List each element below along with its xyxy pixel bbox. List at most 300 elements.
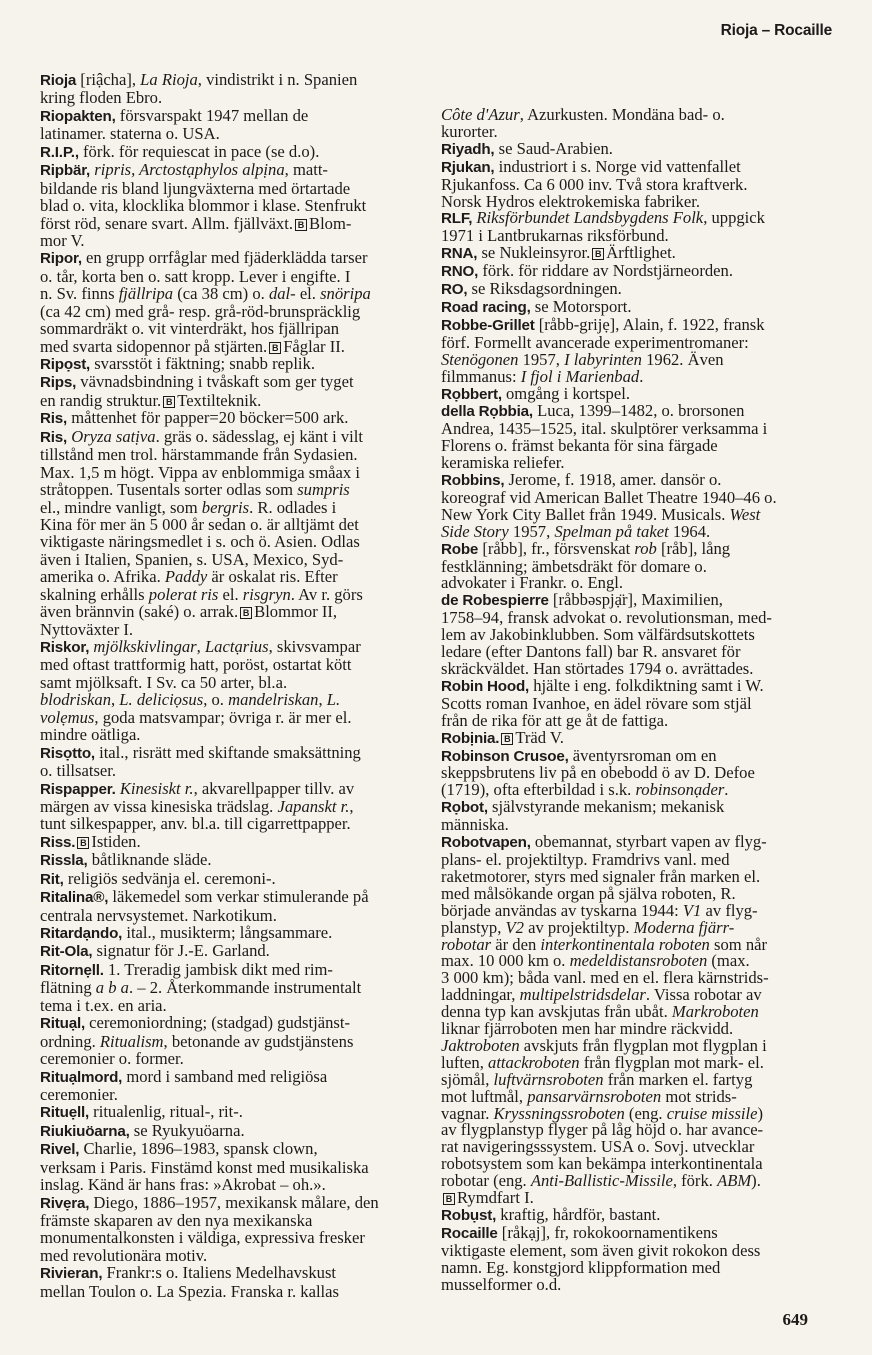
text-line <box>40 249 379 267</box>
entry-headword: de Robespierre <box>441 592 549 610</box>
entry-text: , betonande av gudstjänstens <box>163 1031 354 1051</box>
entry-text: måttenhet för papper=20 böcker=500 ark. <box>67 408 349 428</box>
entry-text: , <box>111 690 120 710</box>
text-line <box>40 1068 379 1086</box>
entry-text: robotar (eng. <box>441 1171 531 1191</box>
entry-text: n. Sv. finns <box>40 284 119 304</box>
text-line <box>40 338 379 355</box>
entry-text: ceremonier. <box>40 1084 118 1104</box>
entry-text: förk. för riddare av Nordstjärneorden. <box>478 261 733 281</box>
entry-text: (max. <box>707 951 750 971</box>
entry-headword: Rivẹra, <box>40 1194 90 1212</box>
italic-term: I labyrinten <box>564 349 642 369</box>
text-line <box>40 586 379 603</box>
entry-text: ceremoniordning; (stadgad) gudstjänst- <box>85 1013 350 1033</box>
entry-text: , matt- <box>284 160 328 180</box>
entry-headword: Riukiuöarna, <box>40 1122 130 1140</box>
italic-term: robinsonạder <box>635 780 725 800</box>
text-line <box>40 762 379 779</box>
entry-text: [råb], lång <box>656 538 731 558</box>
text-line <box>40 551 379 568</box>
entry-text: 1758–94, fransk advokat o. revolutionsman, med- <box>441 608 772 628</box>
text-line <box>40 71 379 89</box>
entry-headword: Riskor, <box>40 639 90 656</box>
entry-headword: RNO, <box>441 263 479 281</box>
text-line <box>40 89 379 106</box>
entry-text: svarsstöt i fäktning; snabb replik. <box>90 354 315 373</box>
entry-text: el. <box>218 584 243 604</box>
entry-headword: Rioja <box>40 72 77 89</box>
text-line <box>441 1274 777 1294</box>
entry-text: 1964. <box>668 521 711 541</box>
text-line <box>40 303 379 320</box>
entry-text: (eng. <box>624 1103 667 1123</box>
italic-term: La Rioja <box>140 70 198 89</box>
entry-text: (ca 38 cm) o. <box>173 284 269 304</box>
entry-text: namn. Eg. konstgjord klippformation med <box>441 1257 721 1277</box>
entry-text: musselformer o.d. <box>441 1274 562 1294</box>
entry-text: . <box>724 780 729 800</box>
entry-text: av flyg- <box>701 900 758 920</box>
entry-text: samt mjölksaft. I Sv. ca 50 arter, bl.a. <box>40 672 288 692</box>
italic-term: sumpris <box>297 480 350 500</box>
entry-text: el. <box>295 284 321 304</box>
italic-term: multipelstridsdelar <box>519 985 646 1005</box>
entry-text: latinamer. staterna o. USA. <box>40 124 220 144</box>
entry-headword: Riss. <box>40 833 76 851</box>
text-line <box>40 1140 379 1158</box>
italic-term: medeldistansroboten <box>569 951 708 971</box>
entry-text: mord i samband med religiösa <box>122 1066 328 1086</box>
entry-text: advokater i Frankr. o. Engl. <box>441 573 624 593</box>
entry-headword: Rjukan, <box>441 158 495 176</box>
entry-text: bildande ris bland ljungväxterna med örtartade <box>40 178 351 198</box>
entry-text: Blom- <box>309 213 352 233</box>
entry-text: New York City Ballet från 1949. Musicals. <box>441 504 730 524</box>
entry-text: Andrea, 1435–1525, ital. skulptörer verksamma i <box>441 419 768 439</box>
italic-term: Kinesiskt r. <box>119 778 194 798</box>
entry-text: Frankr:s o. Italiens Medelhavskust <box>102 1263 337 1283</box>
italic-term: luftvärnsroboten <box>493 1069 604 1089</box>
entry-text: avskjuts från flygplan mot flygplan i <box>519 1035 767 1055</box>
entry-headword: RNA, <box>441 245 478 263</box>
text-line <box>40 726 379 743</box>
text-line <box>40 533 379 550</box>
text-line <box>40 107 379 125</box>
entry-text: koreograf vid American Ballet Theatre 1940–46 o. <box>441 487 777 507</box>
text-line <box>40 1212 379 1229</box>
text-line <box>40 320 379 337</box>
text-line <box>40 215 379 232</box>
entry-text: o. tillsatser. <box>40 761 117 781</box>
entry-text: mellan Toulon o. La Spezia. Franska r. kallas <box>40 1281 339 1301</box>
entry-text: ritualenlig, ritual-, rit-. <box>89 1102 243 1122</box>
text-line <box>40 161 379 179</box>
italic-term: ripris, Arctostạphylos alpịna <box>94 160 285 180</box>
entry-text: en randig struktur. <box>40 390 162 410</box>
text-line <box>40 870 379 888</box>
entry-headword: Rit-Ola, <box>40 943 93 961</box>
entry-headword: Rivieran, <box>40 1265 103 1283</box>
entry-text: , <box>196 637 205 656</box>
right-column <box>441 107 777 1294</box>
text-line <box>441 710 777 730</box>
text-line <box>40 1103 379 1121</box>
entry-text: planstyp, <box>441 917 506 937</box>
entry-headword: Rissla, <box>40 852 88 870</box>
entry-text: skeppsbrutens liv på en obebodd ö av D. Defoe <box>441 763 755 783</box>
entry-text: [råbb-grijẹ], Alain, f. 1922, fransk <box>534 314 765 334</box>
entry-text: med revolutionära motiv. <box>40 1245 208 1265</box>
entry-text: kring floden Ebro. <box>40 88 163 108</box>
entry-text: [riậcha], <box>76 70 141 89</box>
entry-text: [råbb], fr., försvenskat <box>478 538 635 558</box>
entry-text: amerika o. Afrika. <box>40 567 165 587</box>
italic-term: Ritualism <box>99 1031 164 1051</box>
illustration-ref-icon <box>592 248 604 260</box>
entry-headword: Ris, <box>40 410 68 428</box>
italic-term: Oryza satịva <box>71 426 156 446</box>
italic-term: Riksförbundet Landsbygdens Folk <box>476 208 704 228</box>
entry-text: , Azurkusten. Mondäna bad- o. <box>519 105 725 124</box>
entry-text: luften, <box>441 1052 489 1072</box>
italic-term: Markroboten <box>671 1002 759 1022</box>
italic-term: Stenögonen <box>441 349 519 369</box>
text-line <box>40 1159 379 1176</box>
text-line <box>40 499 379 516</box>
italic-term: attackroboten <box>488 1052 580 1072</box>
illustration-ref-icon <box>501 733 513 745</box>
entry-text: max. 10 000 km o. <box>441 951 570 971</box>
entry-text: flätning <box>40 978 96 998</box>
entry-headword: Rọbbert, <box>441 385 502 403</box>
italic-term: L. <box>326 690 341 710</box>
entry-text: . – 2. Återkommande instrumentalt <box>128 978 362 998</box>
entry-text: [råkạj], fr, rokokoornamentikens <box>497 1222 718 1242</box>
entry-text: liknar fjärroboten men har mindre räckvidd. <box>441 1019 734 1039</box>
illustration-ref-icon <box>295 219 307 231</box>
entry-text: ). <box>751 1171 761 1191</box>
text-line <box>40 997 379 1014</box>
entry-text: mor V. <box>40 230 85 250</box>
italic-term: Côte d'Azur <box>441 105 520 124</box>
entry-text: Ärftlighet. <box>606 243 676 263</box>
text-line <box>40 481 379 498</box>
text-line <box>40 1176 379 1193</box>
illustration-ref-icon <box>443 1193 455 1205</box>
entry-headword: Rivel, <box>40 1141 80 1159</box>
entry-text: en grupp orrfåglar med fjäderklädda tarser <box>81 248 368 268</box>
text-line <box>40 674 379 691</box>
italic-term: Moderna fjärr- <box>633 917 735 937</box>
entry-text: med målsökande organ på själva roboten, R. <box>441 883 736 903</box>
entry-text: Istiden. <box>91 831 141 851</box>
italic-term: bergris <box>201 497 250 517</box>
text-line <box>40 1050 379 1067</box>
entry-text: religiös sedvänja el. ceremoni-. <box>63 868 276 888</box>
running-head: Rioja – Rocaille <box>720 22 832 39</box>
italic-term: Japanskt r. <box>277 796 350 816</box>
entry-text: , förk. <box>672 1171 718 1191</box>
entry-headword: R.I.P., <box>40 143 79 161</box>
entry-headword: Rit, <box>40 870 64 888</box>
entry-text: . R. odlades i <box>249 497 337 517</box>
entry-headword: Rips, <box>40 374 77 392</box>
entry-headword: RLF, <box>441 210 473 228</box>
entry-text: Kina för mer än 5 000 år sedan o. är alltjämt det <box>40 514 359 534</box>
entry-text: är den <box>491 934 541 954</box>
entry-text: industriort i s. Norge vid vattenfallet <box>494 156 741 176</box>
entry-text: hjälte i eng. folkdiktning samt i W. <box>529 675 764 695</box>
text-line <box>40 125 379 142</box>
entry-text: från flygplan mot mark- el. <box>579 1052 764 1072</box>
entry-text: sommardräkt o. vit vinterdräkt, hos fjällripan <box>40 319 340 339</box>
text-line <box>40 691 379 708</box>
text-line <box>40 1086 379 1103</box>
italic-term: Anti-Ballistic-Missile <box>530 1171 673 1191</box>
entry-text: med oftast trattformig hatt, poröst, ostartat kött <box>40 655 352 675</box>
text-line <box>40 924 379 942</box>
entry-headword: Ris, <box>40 428 68 446</box>
entry-text: kraftig, hårdför, bastant. <box>496 1205 661 1224</box>
entry-headword: Rọbot, <box>441 799 488 817</box>
entry-text: . Vissa robotar av <box>645 985 762 1005</box>
entry-text: tunt silkespapper, anv. bl.a. till cigarrettpapper. <box>40 814 351 834</box>
entry-text: mot strids- <box>661 1086 737 1106</box>
entry-text: mindre oätliga. <box>40 725 141 745</box>
entry-text: . Av r. görs <box>290 584 363 604</box>
entry-text: 1. Treradig jambisk dikt med rim- <box>103 959 333 979</box>
entry-text: Jerome, f. 1918, amer. dansör o. <box>504 470 722 490</box>
entry-text: är oskalat ris. Efter <box>207 567 338 587</box>
text-line <box>40 603 379 620</box>
entry-text: centrala nervsystemet. Narkotikum. <box>40 905 277 925</box>
entry-text: Luca, 1399–1482, o. brorsonen <box>532 401 745 421</box>
italic-term: cruise missile <box>666 1103 758 1123</box>
entry-text: , <box>349 796 354 816</box>
entry-text: tillstånd men trol. härstammande från Sydasien. <box>40 445 358 465</box>
text-line <box>40 355 379 373</box>
entry-text: keramiska reliefer. <box>441 453 565 473</box>
italic-term: interkontinentala roboten <box>540 934 710 954</box>
entry-text: Norsk Hydros elektrokemiska fabriker. <box>441 191 700 211</box>
entry-text: viktigaste näringsmedlet i s. och ö. Asien. Odlas <box>40 532 360 552</box>
entry-text: 1957, <box>508 521 555 541</box>
italic-term: L. deliciọsus <box>119 690 204 710</box>
text-line <box>40 961 379 979</box>
text-line <box>40 907 379 924</box>
italic-term: a b a <box>95 978 129 998</box>
italic-term: rob <box>634 538 657 558</box>
entry-text: omgång i kortspel. <box>501 383 630 403</box>
entry-text: , vindistrikt i n. Spanien <box>197 70 358 89</box>
entry-text: Rjukanfoss. Ca 6 000 inv. Två stora kraftverk. <box>441 174 748 194</box>
entry-text: ledare (efter Dantons fall) bar R. ansvaret för <box>441 642 741 662</box>
text-line <box>40 833 379 851</box>
italic-term: robotar <box>441 934 492 954</box>
text-line <box>40 464 379 481</box>
entry-text: festklänning; ämbetsdräkt för domare o. <box>441 556 707 576</box>
entry-headword: Rituẹll, <box>40 1104 90 1122</box>
entry-text: 1971 i Lantbrukarnas riksförbund. <box>441 226 669 246</box>
text-line <box>40 638 379 656</box>
text-line <box>40 373 379 391</box>
entry-text: ceremonier o. former. <box>40 1049 184 1069</box>
entry-text: Max. 1,5 m högt. Vippa av enblommiga småax i <box>40 462 360 482</box>
text-line <box>40 1229 379 1246</box>
entry-text: , goda matsvampar; övriga r. är mer el. <box>94 707 352 727</box>
italic-term: Jaktroboten <box>441 1035 520 1055</box>
entry-text: plans- el. projektiltyp. Framdrivs vanl. med <box>441 849 730 869</box>
entry-text: med svarta sidopennor på stjärten. <box>40 336 268 356</box>
entry-text: skräckväldet. Han störtades 1794 o. avrättades. <box>441 659 754 678</box>
entry-text: Nyttoväxter I. <box>40 619 134 639</box>
entry-text: förf. Formellt avancerade experimentromaner: <box>441 332 749 352</box>
text-line <box>40 446 379 463</box>
entry-text: stråtoppen. Tusentals sorter odlas som <box>40 480 298 500</box>
illustration-ref-icon <box>269 342 281 354</box>
entry-text: se Motorsport. <box>530 296 632 316</box>
italic-term: volẹmus <box>40 707 95 727</box>
text-line <box>40 744 379 762</box>
entry-text: främste skaparen av den nya mexikanska <box>40 1211 313 1230</box>
entry-text: även i Italien, Spanien, s. USA, Mexico, Syd- <box>40 549 344 569</box>
entry-text: Rymdfart I. <box>457 1188 534 1208</box>
text-line <box>40 942 379 960</box>
italic-term: V2 <box>505 917 524 937</box>
italic-term: I fjol i Marienbad <box>520 366 640 386</box>
entry-text: skalning erhålls <box>40 584 149 604</box>
entry-headword: Ritardạndo, <box>40 925 123 942</box>
entry-text: ) <box>757 1103 764 1123</box>
text-line <box>40 392 379 409</box>
entry-headword: Robbe-Grillet <box>441 316 535 334</box>
text-line <box>40 1264 379 1282</box>
entry-text: sjömål, <box>441 1069 494 1089</box>
italic-term: V1 <box>682 900 702 920</box>
italic-term: mandelriskan <box>228 690 319 710</box>
entry-headword: Ripọst, <box>40 356 91 373</box>
entry-text: , akvarellpapper tillv. av <box>193 778 355 798</box>
entry-text: båtliknande släde. <box>87 850 212 870</box>
text-line <box>40 180 379 197</box>
entry-text: Blommor II, <box>254 602 338 622</box>
entry-text: blad o. vita, klocklika blommor i klase. Stenfrukt <box>40 196 367 216</box>
entry-headword: Rocaille <box>441 1224 498 1242</box>
entry-headword: Ritornẹll. <box>40 961 104 979</box>
text-line <box>40 409 379 427</box>
entry-text: viktigaste element, som även givit rokokon dess <box>441 1240 761 1260</box>
entry-headword: Robinson Crusoe, <box>441 747 569 765</box>
entry-text: kurorter. <box>441 121 498 141</box>
italic-term: West <box>729 504 761 524</box>
entry-text: Textilteknik. <box>177 390 262 410</box>
text-line <box>40 1194 379 1212</box>
entry-headword: Rispapper. <box>40 780 116 798</box>
entry-text: började användas av tyskarna 1944: <box>441 900 683 920</box>
entry-text: märgen av vissa kinesiska trädslag. <box>40 796 278 816</box>
illustration-ref-icon <box>77 837 89 849</box>
italic-term: pansarvärnsroboten <box>527 1086 662 1106</box>
entry-headword: della Rọbbia, <box>441 403 533 421</box>
entry-text: människa. <box>441 815 509 835</box>
entry-text: [råbbəspjạ̈r], Maximilien, <box>548 590 723 610</box>
text-line <box>40 232 379 249</box>
entry-headword: Robbins, <box>441 472 505 490</box>
entry-text: även brännvin (saké) o. arrak. <box>40 602 239 622</box>
entry-text: 3 000 km); båda vanl. med en el. flera kärnstrids- <box>441 968 769 988</box>
text-line <box>40 979 379 996</box>
text-line <box>40 1247 379 1264</box>
entry-text: robotsystem som kan bekämpa interkontinentala <box>441 1154 763 1174</box>
italic-term: blodriskan <box>40 690 111 710</box>
entry-text: , o. <box>203 690 229 710</box>
entry-text: först röd, senare svart. Allm. fjällväxt. <box>40 213 293 233</box>
entry-headword: Robụst, <box>441 1207 497 1224</box>
entry-text: vävnadsbindning i tvåskaft som ger tyget <box>76 372 354 392</box>
text-line <box>40 815 379 832</box>
text-line <box>40 656 379 673</box>
entry-headword: Riopakten, <box>40 107 116 125</box>
text-line <box>40 268 379 285</box>
entry-text: tema i t.ex. en aria. <box>40 995 167 1015</box>
entry-text: se Riksdagsordningen. <box>467 279 622 299</box>
entry-text: lem av Jakobinklubben. Som välfärdsutskottets <box>441 625 755 645</box>
entry-text: Fåglar II. <box>283 336 345 356</box>
entry-text: 1962. Även <box>641 349 724 369</box>
entry-text: raketmotorer, styrs med signaler från marken el. <box>441 866 761 886</box>
entry-text: inslag. Känd är hans fras: »Akrobat – oh.». <box>40 1175 326 1195</box>
italic-term: Spelman på taket <box>554 521 669 541</box>
entry-text: se Ryukyuöarna. <box>129 1120 245 1140</box>
text-line <box>40 285 379 302</box>
entry-text: Diego, 1886–1957, mexikansk målare, den <box>89 1192 379 1212</box>
entry-text: läkemedel som verkar stimulerande på <box>108 887 369 907</box>
entry-headword: RO, <box>441 281 468 299</box>
entry-text: se Saud-Arabien. <box>494 138 613 158</box>
entry-headword: Rituạl, <box>40 1015 86 1033</box>
entry-text: Scotts roman Ivanhoe, en ädel rövare som stjäl <box>441 693 752 713</box>
italic-term: polerat ris <box>148 584 219 604</box>
entry-text: ital., risrätt med skiftande smaksättning <box>94 742 361 762</box>
entry-text: från de rika för att ge åt de fattiga. <box>441 710 669 730</box>
illustration-ref-icon <box>240 607 252 619</box>
italic-term: ABM <box>717 1171 752 1191</box>
text-line <box>40 888 379 906</box>
entry-text: . gräs o. sädesslag, ej känt i vilt <box>155 426 363 446</box>
entry-headword: Riyadh, <box>441 140 495 158</box>
entry-text: obemannat, styrbart vapen av flyg- <box>530 832 767 852</box>
text-line <box>40 709 379 726</box>
illustration-ref-icon <box>163 396 175 408</box>
text-line <box>40 568 379 585</box>
entry-headword: Road racing, <box>441 298 531 316</box>
italic-term: Side Story <box>441 521 509 541</box>
entry-text: , <box>318 690 327 710</box>
entry-text: signatur för J.-E. Garland. <box>92 941 270 961</box>
entry-text: ital., musikterm; långsammare. <box>122 923 333 942</box>
entry-headword: Rituạlmord, <box>40 1068 123 1086</box>
italic-term: Lactạrius <box>204 637 269 656</box>
italic-term: risgryn <box>242 584 291 604</box>
entry-headword: Ritalina®, <box>40 889 109 907</box>
left-column <box>40 71 379 1300</box>
entry-text: vagnar. <box>441 1103 494 1123</box>
entry-headword: Robe <box>441 540 479 558</box>
entry-text: , uppgick <box>703 208 765 228</box>
entry-text: Florens o. främst bekanta för sina färgade <box>441 436 718 456</box>
entry-text: av flygplanstyp flyger på låg höjd o. har avance- <box>441 1120 764 1140</box>
